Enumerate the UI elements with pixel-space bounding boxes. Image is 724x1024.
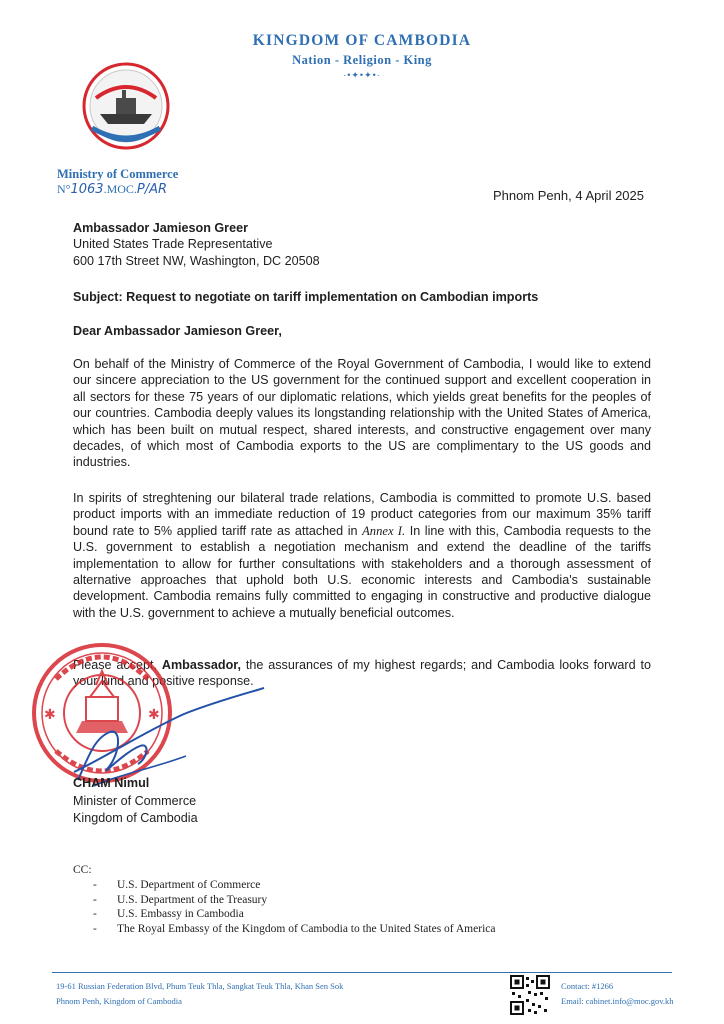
- closing-text-b: the assurances of my highest regards; and Cambodia looks forward to your kind and positive response.: [73, 658, 652, 689]
- ministry-logo-icon: [80, 58, 172, 154]
- signer-country: Kingdom of Cambodia: [73, 811, 198, 825]
- closing-text-a: Please accept,: [73, 658, 162, 672]
- kingdom-title: KINGDOM OF CAMBODIA: [252, 32, 472, 49]
- svg-text:✱: ✱: [44, 707, 56, 723]
- cc-label: CC:: [73, 864, 92, 876]
- signer-name: CHAM Nimul: [73, 776, 150, 790]
- cc-item-text: The Royal Embassy of the Kingdom of Cambodia to the United States of America: [117, 922, 496, 935]
- cc-item: - U.S. Department of Commerce: [93, 879, 261, 891]
- cc-item: - U.S. Department of the Treasury: [93, 893, 268, 906]
- ref-suffix-handwritten: P/AR: [136, 182, 168, 197]
- cc-item-text: U.S. Department of the Treasury: [117, 893, 268, 906]
- cc-item-text: U.S. Department of Commerce: [117, 879, 261, 891]
- recipient-block: [73, 220, 320, 269]
- annex-reference: Annex I.: [362, 523, 406, 538]
- para2-text-b: In line with this, Cambodia requests to the U.S. government to establish a negotiation mechanism and extend the deadline of the tariffs implementation to allow for further consultations with stakeholders and a thorough assessment of alternative approaches that uphold both U.S. economic interests and Cambodia's sustainable development. Cambodia remains fully committed to engaging in constructive and productive dialogue with the U.S. government to achieve a mutually beneficial outcomes.: [73, 523, 651, 620]
- ref-prefix: N°: [57, 182, 71, 196]
- body-paragraph-2: [73, 490, 651, 621]
- place-date: Phnom Penh, 4 April 2025: [492, 188, 644, 203]
- reference-number: [57, 182, 167, 197]
- para2-text-a: In spirits of streghtening our bilateral trade relations, Cambodia is committed to promote U.S. based product imports with an immediate reduction of 19 product categories from our maximum 35% tariff bound rate to 5% applied tariff rate as attached in: [73, 491, 651, 538]
- cc-list: [93, 878, 495, 936]
- salutation: Dear Ambassador Jamieson Greer,: [73, 324, 282, 338]
- closing-bold: Ambassador,: [161, 658, 241, 672]
- footer-divider: [52, 972, 672, 973]
- cc-item: - The Royal Embassy of the Kingdom of Cambodia to the United States of America: [93, 922, 496, 935]
- ref-number-handwritten: 1063: [70, 182, 104, 197]
- cc-item-text: U.S. Embassy in Cambodia: [117, 908, 244, 921]
- recipient-office: United States Trade Representative: [73, 237, 273, 252]
- ref-code: .MOC.: [103, 182, 137, 196]
- footer-address-line-2: Phnom Penh, Kingdom of Cambodia: [56, 996, 182, 1006]
- svg-text:✱: ✱: [148, 707, 160, 723]
- subject-line: Subject: Request to negotiate on tariff implementation on Cambodian imports: [73, 290, 539, 304]
- signer-title: Minister of Commerce: [73, 794, 197, 808]
- footer-address-line-1: 19-61 Russian Federation Blvd, Phum Teuk Thla, Sangkat Teuk Thla, Khan Sen Sok: [56, 981, 344, 991]
- ornament-divider: ·•✦•✦•·: [343, 70, 381, 80]
- footer-email: Email: cabinet.info@moc.gov.kh: [561, 996, 674, 1006]
- cc-item: - U.S. Embassy in Cambodia: [93, 908, 244, 921]
- body-paragraph-1: On behalf of the Ministry of Commerce of the Royal Government of Cambodia, I would like to extend our sincere appreciation to the US government for the continued support and excellent cooperation in all sectors for these 75 years of our diplomatic relations, which yields great benefits for the peoples of our countries. Cambodia deeply values its longstanding relationship with the United States of America, which has been built on mutual respect, shared interests, and constructive engagement over many decades, of which most of Cambodia exports to the US are complimentary to the US goods and industries.: [73, 357, 651, 470]
- footer-contact: Contact: #1266: [561, 981, 614, 991]
- recipient-address: 600 17th Street NW, Washington, DC 20508: [73, 253, 320, 268]
- qr-code-icon: [510, 975, 550, 1015]
- recipient-name: Ambassador Jamieson Greer: [73, 221, 248, 235]
- national-motto: Nation - Religion - King: [292, 53, 432, 67]
- ministry-name: Ministry of Commerce: [57, 167, 179, 181]
